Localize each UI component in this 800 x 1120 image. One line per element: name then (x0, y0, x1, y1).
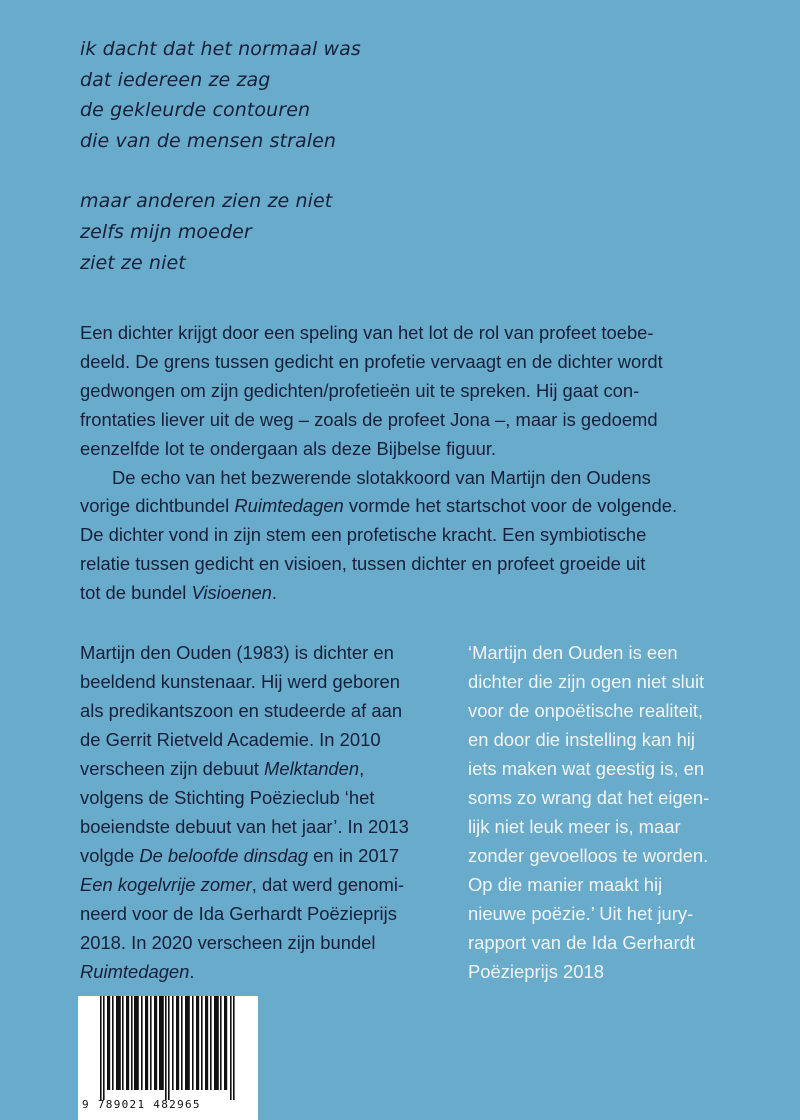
blurb-line (80, 579, 720, 608)
quote-line: Poëzieprijs 2018 (468, 961, 604, 982)
poem-line: de gekleurde contouren (80, 99, 311, 122)
jury-quote (468, 638, 788, 986)
poem-line: maar anderen zien ze niet (80, 190, 333, 213)
isbn-number: 9 789021 482965 (82, 1098, 201, 1111)
bio-line: Martijn den Ouden (1983) is dichter en (80, 642, 394, 663)
quote-line: soms zo wrang dat het eigen- (468, 787, 710, 808)
poem-line: zelfs mijn moeder (80, 220, 252, 243)
author-bio (80, 638, 430, 986)
quote-line: ‘Martijn den Ouden is een (468, 642, 678, 663)
book-title-ruimtedagen: Ruimtedagen (80, 961, 190, 982)
book-blurb (80, 319, 720, 608)
poem-line: dat iedereen ze zag (80, 68, 271, 91)
bio-line: neerd voor de Ida Gerhardt Poëzieprijs (80, 903, 397, 924)
bio-line (80, 870, 430, 899)
barcode-bars-icon (98, 996, 238, 1100)
book-title-visioenen: Visioenen (191, 582, 272, 604)
bio-line: als predikantszoon en studeerde af aan (80, 700, 403, 721)
book-title-melktanden: Melktanden (264, 758, 360, 779)
poem-stanza-1 (80, 34, 361, 156)
blurb-text: vormde het startschot voor de volgende. (343, 495, 678, 517)
poem-excerpt (80, 34, 361, 278)
quote-line: en door die instelling kan hij (468, 729, 695, 750)
blurb-line: frontaties liever uit de weg – zoals de profeet Jona –, maar is gedoemd (80, 408, 658, 430)
bio-text: , dat werd genomi- (251, 874, 405, 895)
quote-line: nieuwe poëzie.’ Uit het jury- (468, 903, 694, 924)
poem-line: ik dacht dat het normaal was (80, 38, 361, 60)
bio-line: boeiendste debuut van het jaar’. In 2013 (80, 816, 409, 837)
poem-line: die van de mensen stralen (80, 129, 337, 152)
bio-line: de Gerrit Rietveld Academie. In 2010 (80, 729, 381, 750)
blurb-text: . (271, 582, 278, 604)
blurb-text: vorige dichtbundel (80, 495, 235, 517)
blurb-line: gedwongen om zijn gedichten/profetieën uit te spreken. Hij gaat con- (80, 379, 640, 401)
bio-line: volgens de Stichting Poëzieclub ‘het (80, 787, 375, 808)
blurb-line: De echo van het bezwerende slotakkoord van Martijn den Oudens (112, 466, 651, 488)
isbn-barcode (78, 996, 258, 1120)
book-title-een-kogelvrije-zomer: Een kogelvrije zomer (80, 874, 252, 895)
quote-line: Op die manier maakt hij (468, 874, 663, 895)
blurb-line: relatie tussen gedicht en visioen, tussen dichter en profeet groeide uit (80, 553, 646, 575)
blurb-line: Een dichter krijgt door een speling van het lot de rol van profeet toebe- (80, 322, 654, 343)
bio-line (80, 957, 430, 986)
blurb-line (80, 492, 720, 521)
blurb-text: tot de bundel (80, 582, 192, 604)
quote-line: voor de onpoëtische realiteit, (468, 700, 704, 721)
bio-line (80, 754, 430, 783)
bio-text: volgde (80, 845, 140, 866)
quote-line: iets maken wat geestig is, en (468, 758, 705, 779)
blurb-line: deeld. De grens tussen gedicht en profetie vervaagt en de dichter wordt (80, 350, 663, 372)
book-title-ruimtedagen: Ruimtedagen (234, 495, 344, 517)
quote-line: rapport van de Ida Gerhardt (468, 932, 695, 953)
bio-text: en in 2017 (308, 845, 400, 866)
poem-stanza-2 (80, 186, 361, 278)
quote-line: dichter die zijn ogen niet sluit (468, 671, 705, 692)
quote-line: lijk niet leuk meer is, maar (468, 816, 681, 837)
bio-text: verscheen zijn debuut (80, 758, 265, 779)
blurb-line: De dichter vond in zijn stem een profetische kracht. Een symbiotische (80, 524, 647, 546)
book-title-de-beloofde-dinsdag: De beloofde dinsdag (139, 845, 309, 866)
quote-line: zonder gevoelloos te worden. (468, 845, 709, 866)
bio-text: , (359, 758, 365, 779)
bio-line: 2018. In 2020 verscheen zijn bundel (80, 932, 376, 953)
bio-line: beeldend kunstenaar. Hij werd geboren (80, 671, 401, 692)
blurb-line: eenzelfde lot te ondergaan als deze Bijbelse figuur. (80, 437, 497, 459)
poem-line: ziet ze niet (80, 251, 186, 274)
bio-text: . (189, 961, 195, 982)
bio-line (80, 841, 430, 870)
